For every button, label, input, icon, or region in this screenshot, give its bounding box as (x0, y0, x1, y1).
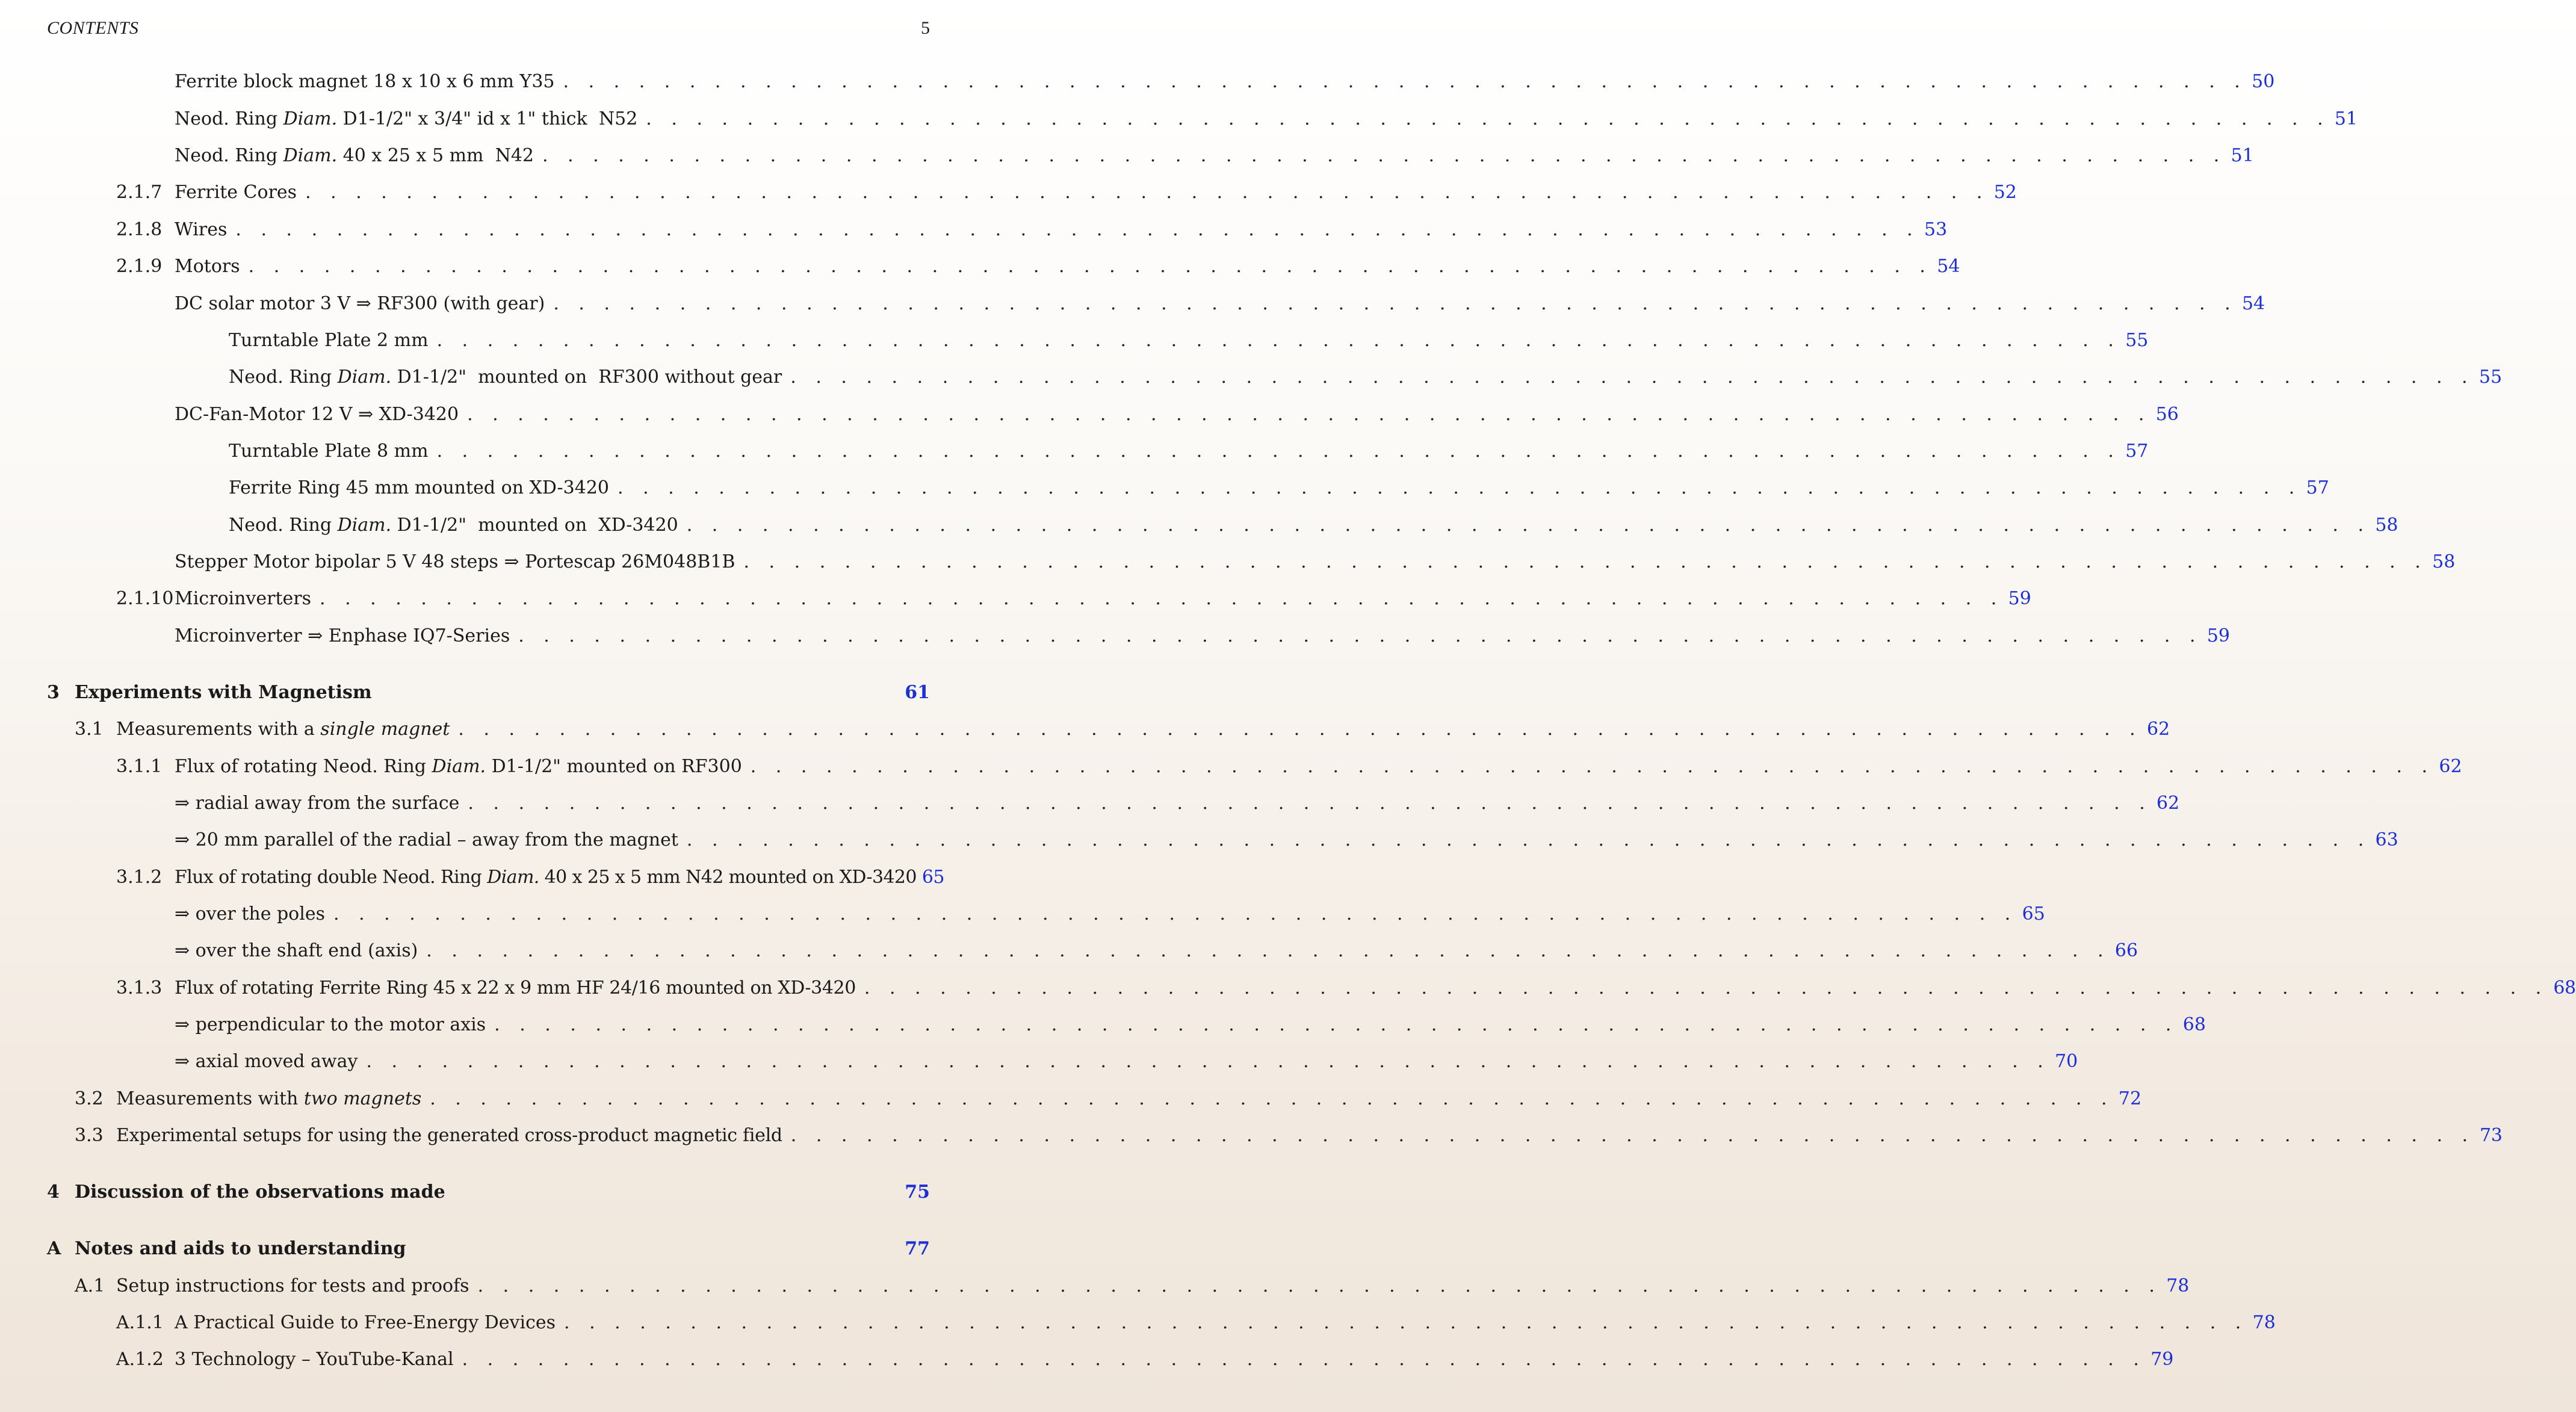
toc-page-link[interactable]: 57 (2125, 441, 2149, 462)
toc-title: Ferrite Cores (175, 182, 297, 203)
toc-page-link[interactable]: 59 (2206, 625, 2231, 646)
dot-leader: . . . . . . . . . . . . . . . . . . . . . . . . . . . . . . . . . . . . . . . . . . . . . . . . . . . . . . . . . . . . . . . . . . . (542, 145, 2226, 166)
dot-leader: . . . . . . . . . . . . . . . . . . . . . . . . . . . . . . . . . . . . . . . . . . . . . . . . . . . . . . . . . . . . . . . . . . . (864, 977, 2548, 999)
section-number: 2.1.10 (116, 588, 174, 609)
toc-title: ⇒ radial away from the surface (175, 793, 460, 814)
toc-page-link[interactable]: 54 (1937, 256, 1960, 277)
toc-entry[interactable] (0, 215, 1948, 245)
toc-entry[interactable] (0, 973, 2576, 1003)
toc-entry[interactable] (0, 67, 2275, 97)
toc-entry[interactable] (0, 1345, 2174, 1375)
toc-title: Neod. Ring Diam. D1-1/2" mounted on RF300 without gear (229, 367, 782, 388)
toc-entry[interactable] (0, 289, 2265, 319)
toc-entry[interactable] (0, 936, 2138, 966)
toc-title: Experimental setups for using the generated cross-product magnetic field (116, 1125, 782, 1146)
toc-entry[interactable] (0, 862, 974, 893)
toc-entry[interactable] (0, 473, 2329, 503)
chapter-number: A (47, 1238, 61, 1259)
dot-leader: . . . . . . . . . . . . . . . . . . . . . . . . . . . . . . . . . . . . . . . . . . . . . . . . . . . . . . . . . . . . . . . . . . . (646, 108, 2330, 129)
toc-page-link[interactable]: 68 (2553, 977, 2576, 999)
toc-title: Flux of rotating double Neod. Ring Diam. 40 x 25 x 5 mm N42 mounted on XD-3420 (175, 867, 917, 888)
toc-entry[interactable] (0, 899, 2045, 929)
toc-page-link[interactable]: 79 (2150, 1349, 2174, 1370)
dot-leader: . . . . . . . . . . . . . . . . . . . . . . . . . . . . . . . . . . . . . . . . . . . . . . . . . . . . . . . . . . . . . . . . . . . (436, 330, 2121, 351)
dot-leader: . . . . . . . . . . . . . . . . . . . . . . . . . . . . . . . . . . . . . . . . . . . . . . . . . . . . . . . . . . . . . . . . . . . (436, 441, 2121, 462)
toc-page-link[interactable]: 75 (905, 1181, 930, 1203)
chapter-title: Notes and aids to understanding (75, 1238, 406, 1259)
dot-leader: . . . . . . . . . . . . . . . . . . . . . . . . . . . . . . . . . . . . . . . . . . . . . . . . . . . . . . . . . . . . . . . . . . . (320, 588, 2004, 609)
toc-page-link[interactable]: 68 (2182, 1014, 2206, 1035)
toc-title: ⇒ axial moved away (175, 1051, 358, 1072)
toc-chapter[interactable] (0, 1177, 974, 1207)
section-number: 3.1.2 (116, 867, 163, 888)
dot-leader: . . . . . . . . . . . . . . . . . . . . . . . . . . . . . . . . . . . . . . . . . . . . . . . . . . . . . . . . . . . . . . . . . . . (305, 182, 1989, 203)
dot-leader: . . . . . . . . . . . . . . . . . . . . . . . . . . . . . . . . . . . . . . . . . . . . . . . . . . . . . . . . . . . . . . . . . . . (366, 1051, 2051, 1072)
toc-page-link[interactable]: 53 (1924, 219, 1948, 240)
toc-chapter[interactable] (0, 678, 974, 708)
dot-leader: . . . . . . . . . . . . . . . . . . . . . . . . . . . . . . . . . . . . . . . . . . . . . . . . . . . . . . . . . . . . . . . . . . . (235, 219, 1920, 240)
toc-entry[interactable] (0, 436, 2149, 466)
toc-page-link[interactable]: 52 (1993, 182, 2017, 203)
dot-leader: . . . . . . . . . . . . . . . . . . . . . . . . . . . . . . . . . . . . . . . . . . . . . . . . . . . . . . . . . . . . . . . . . . . (462, 1349, 2146, 1370)
toc-title: Neod. Ring Diam. D1-1/2" x 3/4" id x 1" thick N52 (175, 108, 638, 129)
dot-leader: . . . . . . . . . . . . . . . . . . . . . . . . . . . . . . . . . . . . . . . . . . . . . . . . . . . . . . . . . . . . . . . . . . . (248, 256, 1933, 277)
toc-page-link[interactable]: 78 (2166, 1275, 2190, 1296)
toc-title: Stepper Motor bipolar 5 V 48 steps ⇒ Portescap 26M048B1B (175, 551, 735, 572)
toc-page-link[interactable]: 62 (2439, 756, 2462, 777)
dot-leader: . . . . . . . . . . . . . . . . . . . . . . . . . . . . . . . . . . . . . . . . . . . . . . . . . . . . . . . . . . . . . . . . . . . (553, 293, 2238, 314)
toc-entry[interactable] (0, 1010, 2206, 1040)
section-number: 3.3 (75, 1125, 104, 1146)
toc-page-link[interactable]: 65 (2022, 903, 2045, 924)
dot-leader: . . . . . . . . . . . . . . . . . . . . . . . . . . . . . . . . . . . . . . . . . . . . . . . . . . . . . . . . . . . . . . . . . . . (618, 477, 2302, 498)
toc-page-link[interactable]: 63 (2375, 829, 2398, 850)
dot-leader: . . . . . . . . . . . . . . . . . . . . . . . . . . . . . . . . . . . . . . . . . . . . . . . . . . . . . . . . . . . . . . . . . . . (564, 1312, 2248, 1333)
toc-page-link[interactable]: 77 (905, 1238, 930, 1259)
dot-leader: . . . . . . . . . . . . . . . . . . . . . . . . . . . . . . . . . . . . . . . . . . . . . . . . . . . . . . . . . . . . . . . . . . . (563, 71, 2247, 92)
dot-leader: . . . . . . . . . . . . . . . . . . . . . . . . . . . . . . . . . . . . . . . . . . . . . . . . . . . . . . . . . . . . . . . . . . . (743, 551, 2428, 572)
section-number: 3.1 (75, 719, 104, 740)
toc-entry[interactable] (0, 362, 2503, 392)
toc-entry[interactable] (0, 714, 2170, 745)
toc-entry[interactable] (0, 788, 2180, 819)
chapter-title: Discussion of the observations made (75, 1181, 445, 1203)
section-number: A.1 (75, 1275, 105, 1296)
dot-leader: . . . . . . . . . . . . . . . . . . . . . . . . . . . . . . . . . . . . . . . . . . . . . . . . . . . . . . . . . . . . . . . . . . . (477, 1275, 2162, 1296)
toc-entry[interactable] (0, 252, 1960, 282)
toc-page-link[interactable]: 78 (2252, 1312, 2276, 1333)
toc-entry[interactable] (0, 1047, 2078, 1077)
dot-leader: . . . . . . . . . . . . . . . . . . . . . . . . . . . . . . . . . . . . . . . . . . . . . . . . . . . . . . . . . . . . . . . . . . . (790, 1125, 2475, 1146)
toc-title: ⇒ over the poles (175, 903, 325, 924)
toc-title: 3 Technology – YouTube-Kanal (175, 1349, 454, 1370)
toc-title: Neod. Ring Diam. 40 x 25 x 5 mm N42 (175, 145, 534, 166)
toc-entry[interactable] (0, 547, 2456, 577)
dot-leader: . . . . . . . . . . . . . . . . . . . . . . . . . . . . . . . . . . . . . . . . . . . . . . . . . . . . . . . . . . . . . . . . . . . (467, 404, 2151, 425)
toc-page-link[interactable]: 73 (2480, 1125, 2503, 1146)
toc-page-link[interactable]: 55 (2478, 367, 2503, 388)
toc-title: Microinverter ⇒ Enphase IQ7-Series (175, 625, 510, 646)
dot-leader: . . . . . . . . . . . . . . . . . . . . . . . . . . . . . . . . . . . . . . . . . . . . . . . . . . . . . . . . . . . . . . . . . . . (458, 719, 2143, 740)
toc-page-link[interactable]: 62 (2156, 793, 2180, 814)
toc-title: Wires (175, 219, 228, 240)
dot-leader: . . . . . . . . . . . . . . . . . . . . . . . . . . . . . . . . . . . . . . . . . . . . . . . . . . . . . . . . . . . . . . . . . . . (468, 793, 2152, 814)
toc-page-link[interactable]: 59 (2008, 588, 2031, 609)
toc-page-link[interactable]: 51 (2231, 145, 2254, 166)
toc-entry[interactable] (0, 178, 2017, 208)
toc-page-link[interactable]: 61 (905, 682, 930, 703)
section-number: 2.1.7 (116, 182, 163, 203)
toc-entry[interactable] (0, 104, 2358, 134)
section-number: 3.1.3 (116, 977, 163, 999)
toc-title: Flux of rotating Ferrite Ring 45 x 22 x 9 mm HF 24/16 mounted on XD-3420 (175, 977, 856, 999)
toc-title: ⇒ perpendicular to the motor axis (175, 1014, 486, 1035)
section-number: 2.1.9 (116, 256, 163, 277)
toc-entry[interactable] (0, 1271, 2190, 1301)
toc-title: Flux of rotating Neod. Ring Diam. D1-1/2" mounted on RF300 (175, 756, 742, 777)
dot-leader: . . . . . . . . . . . . . . . . . . . . . . . . . . . . . . . . . . . . . . . . . . . . . . . . . . . . . . . . . . . . . . . . . . . (333, 903, 2017, 924)
toc-title: Measurements with two magnets (116, 1088, 422, 1109)
toc-page-link[interactable]: 65 (921, 867, 944, 888)
toc-chapter[interactable] (0, 1234, 974, 1264)
toc-entry[interactable] (0, 326, 2149, 356)
dot-leader: . . . . . . . . . . . . . . . . . . . . . . . . . . . . . . . . . . . . . . . . . . . . . . . . . . . . . . . . . . . . . . . . . . . (430, 1088, 2114, 1109)
toc-entry[interactable] (0, 752, 2462, 782)
toc-title: Microinverters (175, 588, 312, 609)
dot-leader: . . . . . . . . . . . . . . . . . . . . . . . . . . . . . . . . . . . . . . . . . . . . . . . . . . . . . . . . . . . . . . . . . . . (518, 625, 2203, 646)
dot-leader: . . . . . . . . . . . . . . . . . . . . . . . . . . . . . . . . . . . . . . . . . . . . . . . . . . . . . . . . . . . . . . . . . . . (494, 1014, 2178, 1035)
toc-page-link[interactable]: 56 (2155, 404, 2179, 425)
chapter-title: Experiments with Magnetism (75, 682, 372, 703)
toc-entry[interactable] (0, 1084, 2142, 1114)
toc-title: ⇒ 20 mm parallel of the radial – away from the magnet (175, 829, 678, 850)
toc-title: A Practical Guide to Free-Energy Devices (175, 1312, 556, 1333)
toc-title: DC solar motor 3 V ⇒ RF300 (with gear) (175, 293, 545, 314)
toc-entry[interactable] (0, 584, 2031, 614)
toc-title: Motors (175, 256, 240, 277)
toc-entry[interactable] (0, 400, 2179, 430)
toc-page-link[interactable]: 51 (2334, 108, 2358, 129)
toc-page-link[interactable]: 50 (2252, 71, 2275, 92)
section-number: 3.1.1 (116, 756, 163, 777)
section-number: 3.2 (75, 1088, 104, 1109)
toc-title: ⇒ over the shaft end (axis) (175, 940, 418, 961)
running-title: CONTENTS (47, 18, 139, 38)
dot-leader: . . . . . . . . . . . . . . . . . . . . . . . . . . . . . . . . . . . . . . . . . . . . . . . . . . . . . . . . . . . . . . . . . . . (750, 756, 2435, 777)
toc-page-link[interactable]: 57 (2306, 477, 2329, 498)
chapter-number: 4 (47, 1181, 60, 1203)
toc-entry[interactable] (0, 510, 2398, 540)
toc-page-link[interactable]: 54 (2241, 293, 2265, 314)
toc-title: Ferrite Ring 45 mm mounted on XD-3420 (229, 477, 610, 498)
toc-title: DC-Fan-Motor 12 V ⇒ XD-3420 (175, 404, 459, 425)
toc-page-link[interactable]: 66 (2114, 940, 2138, 961)
toc-title: Turntable Plate 8 mm (229, 441, 429, 462)
toc-entry[interactable] (0, 1308, 2276, 1338)
dot-leader: . . . . . . . . . . . . . . . . . . . . . . . . . . . . . . . . . . . . . . . . . . . . . . . . . . . . . . . . . . . . . . . . . . . (686, 515, 2371, 536)
dot-leader: . . . . . . . . . . . . . . . . . . . . . . . . . . . . . . . . . . . . . . . . . . . . . . . . . . . . . . . . . . . . . . . . . . . (686, 829, 2371, 850)
toc-entry[interactable] (0, 141, 2254, 171)
section-number: A.1.1 (116, 1312, 164, 1333)
toc-page-link[interactable]: 62 (2147, 719, 2170, 740)
toc-page-link[interactable]: 58 (2375, 515, 2398, 536)
page-number: 5 (921, 18, 930, 38)
toc-title: Ferrite block magnet 18 x 10 x 6 mm Y35 (175, 71, 555, 92)
dot-leader: . . . . . . . . . . . . . . . . . . . . . . . . . . . . . . . . . . . . . . . . . . . . . . . . . . . . . . . . . . . . . . . . . . . (790, 367, 2475, 388)
toc-page-link[interactable]: 70 (2055, 1051, 2078, 1072)
section-number: 2.1.8 (116, 219, 163, 240)
toc-title: Turntable Plate 2 mm (229, 330, 429, 351)
toc-entry[interactable] (0, 621, 2231, 651)
chapter-number: 3 (47, 682, 60, 703)
toc-entry[interactable] (0, 1121, 2503, 1151)
toc-title: Measurements with a single magnet (116, 719, 450, 740)
toc-page-link[interactable]: 72 (2118, 1088, 2142, 1109)
toc-entry[interactable] (0, 825, 2398, 855)
toc-page-link[interactable]: 58 (2432, 551, 2456, 572)
dot-leader: . . . . . . . . . . . . . . . . . . . . . . . . . . . . . . . . . . . . . . . . . . . . . . . . . . . . . . . . . . . . . . . . . . . (426, 940, 2111, 961)
toc-page-link[interactable]: 55 (2125, 330, 2149, 351)
toc-title: Setup instructions for tests and proofs (116, 1275, 469, 1296)
toc-title: Neod. Ring Diam. D1-1/2" mounted on XD-3420 (229, 515, 678, 536)
section-number: A.1.2 (116, 1349, 164, 1370)
